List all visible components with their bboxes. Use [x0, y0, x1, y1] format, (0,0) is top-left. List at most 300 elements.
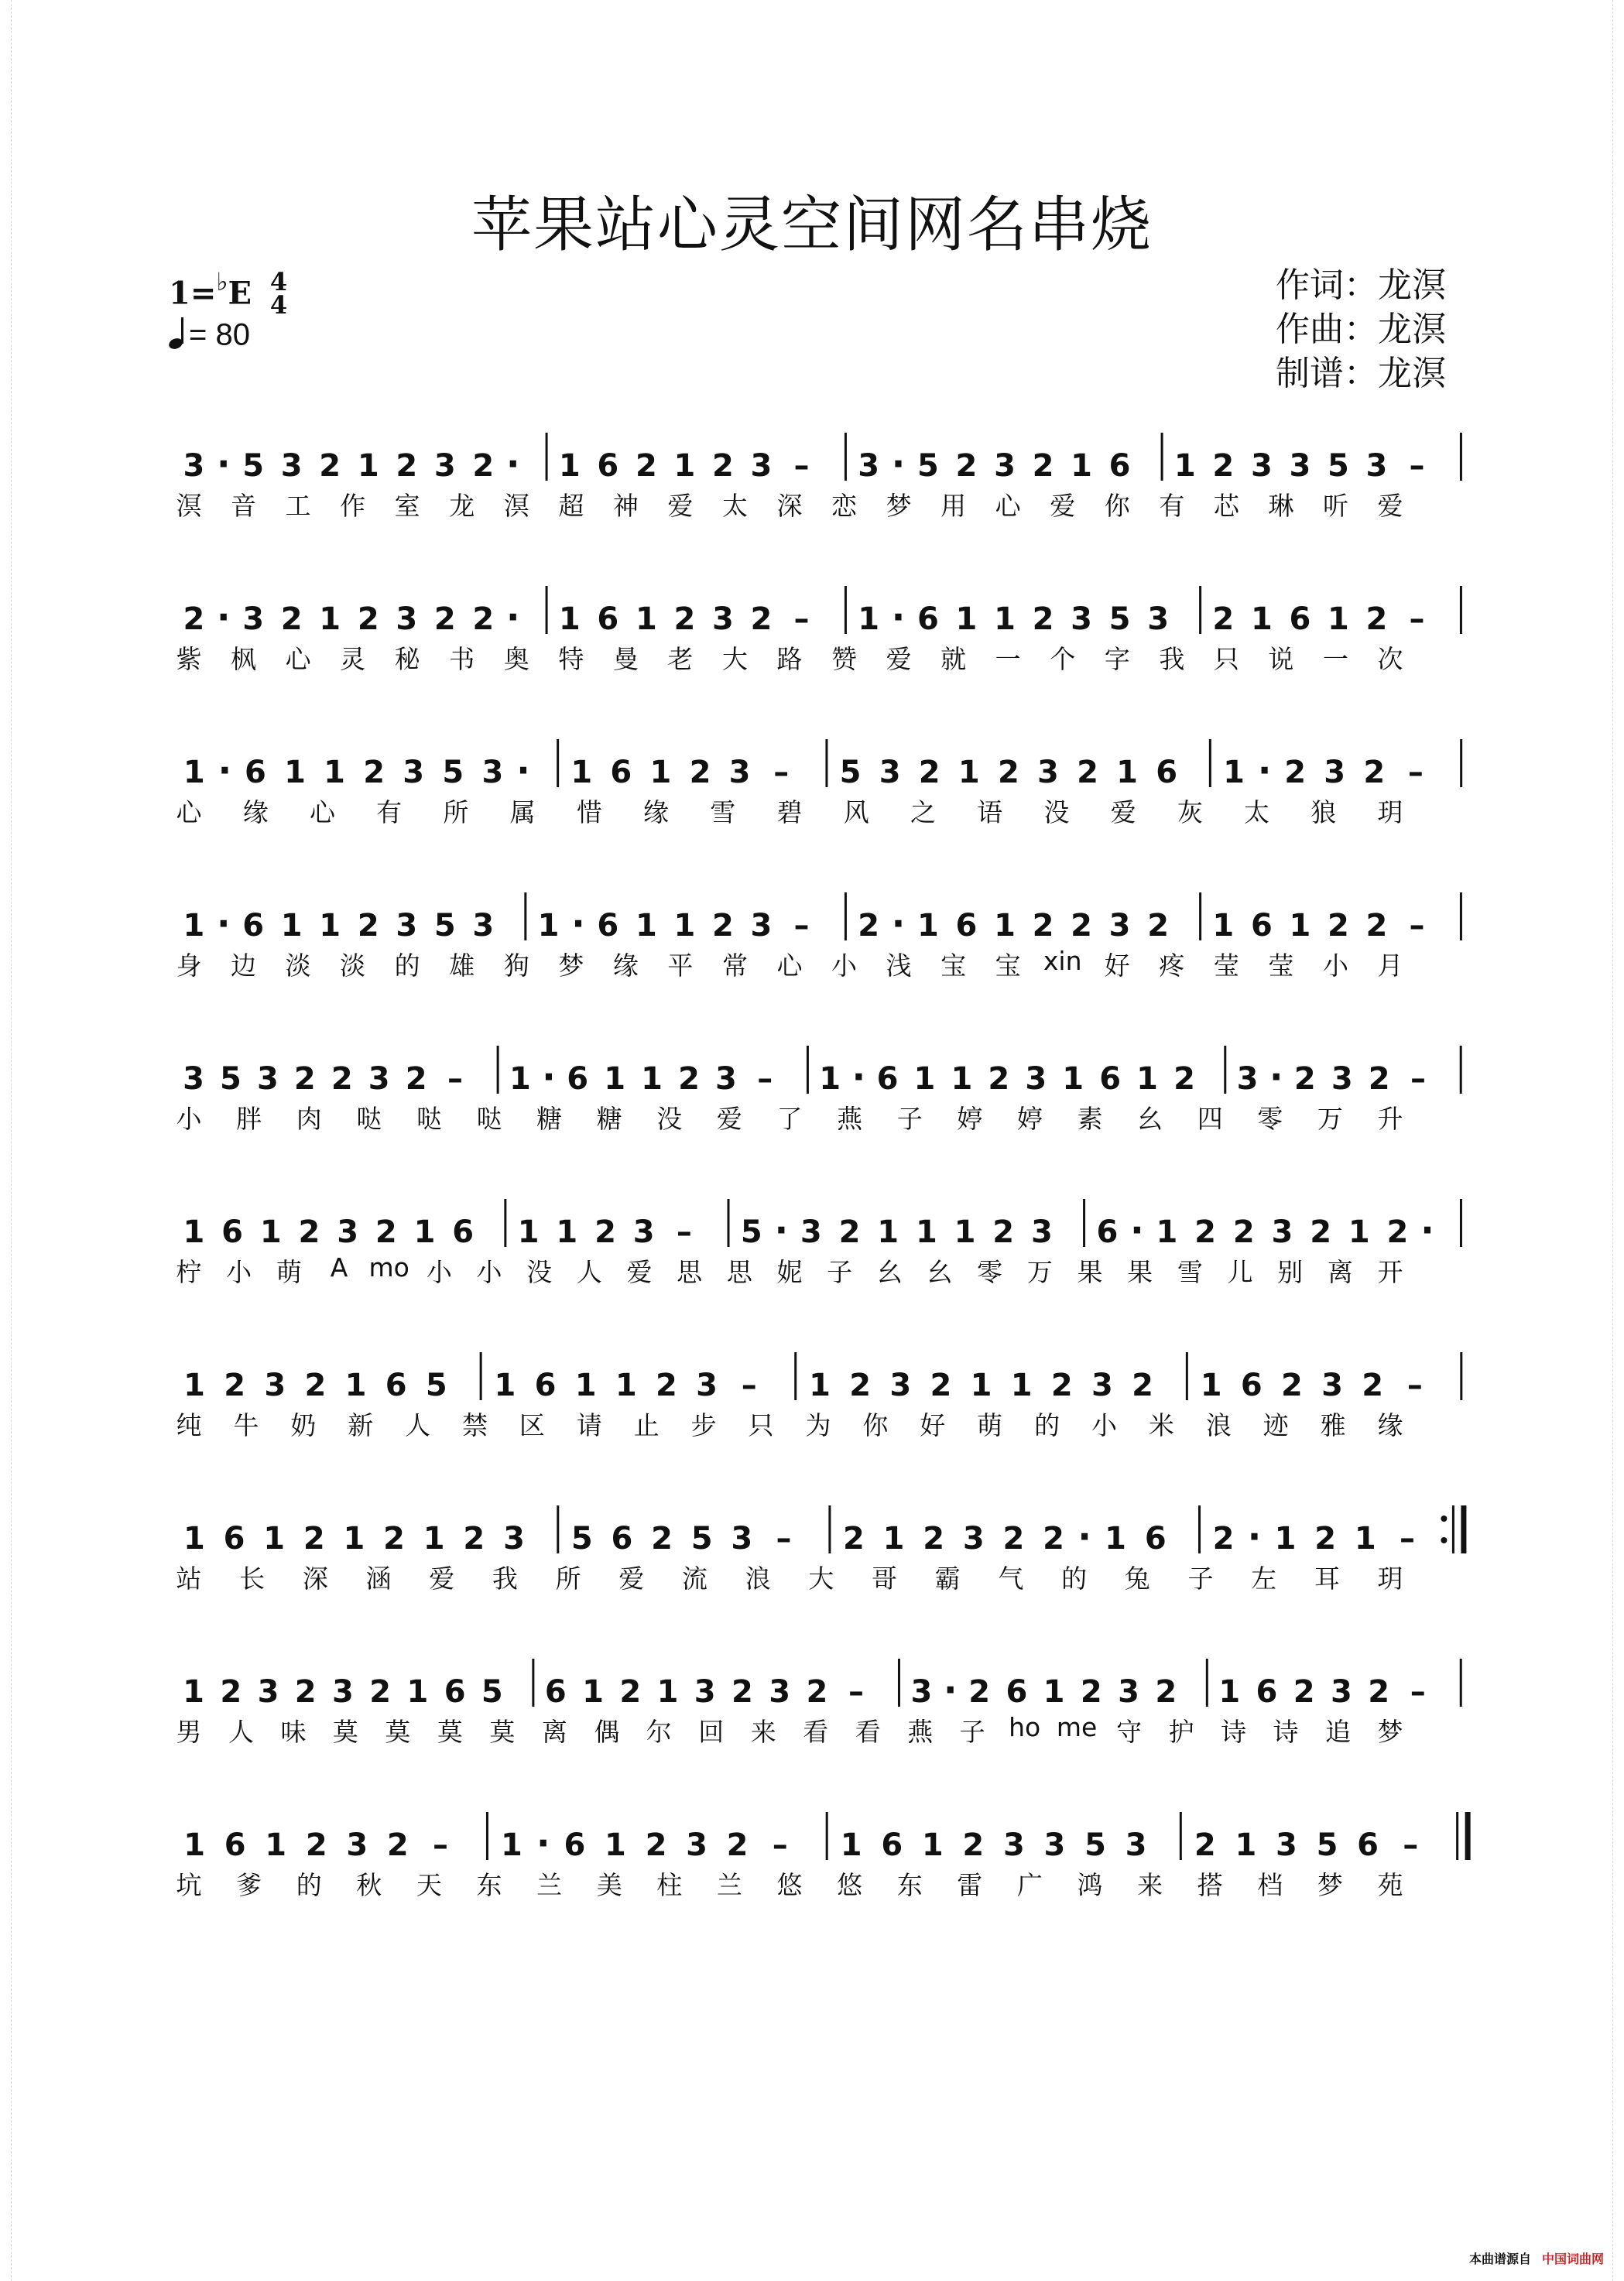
- jianpu-note: 2: [1368, 1061, 1390, 1097]
- jianpu-note: 3: [728, 755, 751, 790]
- time-signature: [269, 267, 288, 320]
- jianpu-note: 2: [472, 448, 495, 484]
- lyric-syllable: 属: [509, 797, 536, 827]
- lyric-line: [0, 1559, 1624, 1605]
- jianpu-note: 3: [889, 1368, 912, 1403]
- jianpu-note: 6: [1144, 1521, 1167, 1557]
- jianpu-note: 1: [882, 1521, 905, 1557]
- lyric-syllable: A: [330, 1252, 348, 1283]
- lyric-syllable: me: [1056, 1712, 1098, 1742]
- jianpu-note: 1: [951, 1061, 973, 1097]
- lyric-syllable: 次: [1377, 644, 1403, 674]
- lyric-syllable: 诗: [1221, 1717, 1247, 1747]
- jianpu-note: 3: [1043, 1827, 1066, 1863]
- lyric-syllable: 太: [1244, 797, 1270, 827]
- lyric-syllable: 龙: [449, 491, 475, 521]
- lyric-syllable: 莹: [1268, 950, 1294, 981]
- jianpu-note: 3: [800, 1214, 822, 1250]
- jianpu-note: 2: [280, 601, 303, 637]
- lyric-syllable: 室: [394, 491, 420, 521]
- lyric-syllable: 子: [1187, 1563, 1214, 1594]
- tempo-mark: [169, 316, 250, 358]
- jianpu-note: 2: [1002, 1521, 1025, 1557]
- jianpu-note: 5: [690, 1521, 713, 1557]
- lyric-syllable: 哒: [476, 1104, 502, 1134]
- lyric-line: [0, 1099, 1624, 1146]
- lyric-syllable: 芯: [1213, 491, 1239, 521]
- dash-extension: –: [757, 1061, 773, 1097]
- lyric-syllable: 燕: [907, 1717, 934, 1747]
- jianpu-note: 2: [1071, 908, 1092, 944]
- lyric-syllable: 琳: [1268, 491, 1294, 521]
- lyric-syllable: 零: [1257, 1104, 1283, 1134]
- jianpu-note: 2: [298, 1214, 320, 1250]
- jianpu-note: 2: [955, 448, 978, 484]
- jianpu-note: 1: [877, 1214, 899, 1250]
- jianpu-note: 1: [1218, 1674, 1241, 1710]
- jianpu-note: 3: [632, 1214, 655, 1250]
- jianpu-note: 1: [183, 1521, 205, 1557]
- jianpu-note: 3: [1271, 1214, 1293, 1250]
- jianpu-note: 1: [1156, 1214, 1178, 1250]
- jianpu-note: 3: [731, 1521, 753, 1557]
- lyric-syllable: 离: [1327, 1257, 1353, 1287]
- lyric-syllable: 牛: [233, 1410, 259, 1440]
- jianpu-note: 2: [1147, 908, 1170, 944]
- jianpu-note: 2: [305, 1827, 327, 1863]
- jianpu-note: 6: [876, 1061, 899, 1097]
- lyric-syllable: 四: [1197, 1104, 1223, 1134]
- jianpu-note: 3: [1037, 755, 1059, 790]
- jianpu-note: 2: [1386, 1214, 1409, 1250]
- lyric-syllable: 小: [1322, 950, 1348, 981]
- tempo-value: = 80: [189, 317, 250, 352]
- jianpu-note: 5: [917, 448, 939, 484]
- jianpu-note: 5: [1108, 601, 1131, 637]
- jianpu-note: 5: [1328, 448, 1349, 484]
- augmentation-dot: ·: [891, 596, 906, 638]
- composer-credit: 作曲：龙溟: [1276, 310, 1446, 349]
- jianpu-note: 3: [1321, 1368, 1343, 1403]
- jianpu-note: 1: [656, 1674, 679, 1710]
- jianpu-note: 1: [280, 908, 303, 944]
- jianpu-note: 3: [1091, 1368, 1113, 1403]
- lyric-syllable: 子: [896, 1104, 923, 1134]
- lyric-syllable: 来: [1137, 1870, 1163, 1900]
- lyric-syllable: 雷: [957, 1870, 983, 1900]
- jianpu-note: 3: [256, 1061, 279, 1097]
- jianpu-note: 2: [1280, 1368, 1303, 1403]
- jianpu-note: 1: [1212, 908, 1235, 944]
- lyric-syllable: 特: [558, 644, 584, 674]
- jianpu-note: 3: [1002, 1827, 1025, 1863]
- lyric-syllable: 爱: [429, 1563, 455, 1594]
- jianpu-note: 1: [1116, 755, 1139, 790]
- lyric-syllable: 人: [576, 1257, 602, 1287]
- lyric-syllable: 霸: [934, 1563, 961, 1594]
- lyric-syllable: 用: [940, 491, 967, 521]
- jianpu-note: 3: [1030, 1214, 1053, 1250]
- jianpu-note: 3: [715, 1061, 737, 1097]
- jianpu-note: 3: [1125, 1827, 1147, 1863]
- jianpu-note: 2: [673, 601, 696, 637]
- lyric-syllable: 止: [633, 1410, 660, 1440]
- flat-sign: ♭: [216, 267, 228, 296]
- jianpu-note: 3: [183, 448, 205, 484]
- lyric-syllable: 梦: [1317, 1870, 1343, 1900]
- jianpu-note: 2: [712, 908, 734, 944]
- repeat-dot: [1441, 1516, 1447, 1522]
- jianpu-note: 5: [570, 1521, 593, 1557]
- jianpu-note: 2: [1212, 1521, 1235, 1557]
- jianpu-note: 6: [1256, 1674, 1278, 1710]
- jianpu-note: 3: [1276, 1827, 1297, 1863]
- jianpu-note: 3: [1331, 1061, 1353, 1097]
- jianpu-note: 2: [1080, 1674, 1102, 1710]
- lyric-syllable: 宝: [995, 950, 1021, 981]
- jianpu-note: 2: [988, 1061, 1010, 1097]
- jianpu-note: 2: [1365, 908, 1388, 944]
- jianpu-note: 3: [994, 448, 1016, 484]
- lyric-line: [0, 639, 1624, 686]
- lyric-syllable: 疼: [1159, 950, 1185, 981]
- jianpu-note: 5: [1316, 1827, 1338, 1863]
- page-title: 苹果站心灵空间网名串烧: [471, 190, 1153, 260]
- lyric-syllable: 莫: [332, 1717, 358, 1747]
- jianpu-note: 2: [731, 1674, 753, 1710]
- repeat-dot: [1441, 1537, 1447, 1543]
- jianpu-note: 1: [284, 755, 306, 790]
- lyric-syllable: 枫: [231, 644, 257, 674]
- lyric-syllable: 请: [576, 1410, 602, 1440]
- lyric-syllable: 工: [285, 491, 311, 521]
- lyric-syllable: 婷: [1016, 1104, 1043, 1134]
- jianpu-note: 1: [183, 755, 205, 790]
- jianpu-note: 1: [582, 1674, 604, 1710]
- jianpu-note: 1: [344, 1368, 367, 1403]
- lyric-syllable: 米: [1148, 1410, 1174, 1440]
- augmentation-dot: ·: [218, 749, 232, 791]
- jianpu-note: 1: [556, 1214, 578, 1250]
- jianpu-note: 2: [750, 601, 773, 637]
- jianpu-note: 3: [472, 908, 495, 944]
- lyric-syllable: 梦: [886, 491, 912, 521]
- lyric-syllable: 缘: [1377, 1410, 1403, 1440]
- lyric-syllable: 常: [721, 950, 748, 981]
- jianpu-note: 1: [1348, 1214, 1370, 1250]
- lyric-line: [0, 1712, 1624, 1759]
- lyric-syllable: 宝: [940, 950, 967, 981]
- lyric-syllable: 零: [977, 1257, 1003, 1287]
- lyric-syllable: 就: [940, 644, 967, 674]
- jianpu-note: 3: [1071, 601, 1092, 637]
- lyric-syllable: 身: [176, 950, 202, 981]
- lyric-syllable: 子: [827, 1257, 853, 1287]
- augmentation-dot: ·: [1257, 749, 1272, 791]
- lyric-syllable: 音: [231, 491, 257, 521]
- jianpu-note: 5: [242, 448, 265, 484]
- jianpu-note: 6: [223, 1521, 245, 1557]
- jianpu-note: 1: [1010, 1368, 1033, 1403]
- time-denominator: 4: [269, 290, 288, 320]
- lyric-syllable: 的: [1061, 1563, 1088, 1594]
- lyric-syllable: 风: [843, 797, 869, 827]
- lyric-syllable: 没: [656, 1104, 683, 1134]
- lyric-syllable: 耳: [1314, 1563, 1340, 1594]
- jianpu-note: 6: [955, 908, 978, 944]
- lyric-syllable: 秋: [356, 1870, 382, 1900]
- lyric-syllable: 糖: [536, 1104, 563, 1134]
- lyric-syllable: 悠: [837, 1870, 863, 1900]
- lyric-syllable: 小: [476, 1257, 502, 1287]
- jianpu-note: 1: [570, 755, 593, 790]
- lyric-syllable: 爱: [667, 491, 694, 521]
- augmentation-dot: ·: [1078, 1516, 1091, 1557]
- key-note: E: [228, 275, 252, 312]
- jianpu-note: 1: [1274, 1521, 1297, 1557]
- lyric-syllable: 离: [541, 1717, 567, 1747]
- jianpu-note: 1: [1250, 601, 1273, 637]
- lyric-syllable: 搭: [1197, 1870, 1223, 1900]
- jianpu-note: 6: [544, 1674, 567, 1710]
- jianpu-note: 1: [1200, 1368, 1222, 1403]
- lyric-syllable: 站: [176, 1563, 202, 1594]
- augmentation-dot: ·: [891, 443, 906, 485]
- jianpu-note: 3: [712, 601, 734, 637]
- lyric-syllable: 婷: [957, 1104, 983, 1134]
- jianpu-note: 2: [1194, 1827, 1216, 1863]
- lyric-syllable: 一: [1322, 644, 1348, 674]
- lyric-syllable: 小: [226, 1257, 252, 1287]
- lyric-syllable: 柱: [656, 1870, 683, 1900]
- jianpu-note: 2: [1314, 1521, 1337, 1557]
- jianpu-note: 2: [1132, 1368, 1153, 1403]
- jianpu-note: 1: [921, 1827, 944, 1863]
- lyric-syllable: 路: [776, 644, 803, 674]
- lyric-syllable: 赞: [831, 644, 858, 674]
- lyric-syllable: 雪: [710, 797, 736, 827]
- jianpu-note: 3: [1289, 448, 1311, 484]
- dash-extension: –: [447, 1061, 463, 1097]
- lyric-syllable: 没: [526, 1257, 553, 1287]
- jianpu-note: 6: [1099, 1061, 1122, 1097]
- jianpu-note: 3: [910, 1674, 933, 1710]
- jianpu-note: 2: [1363, 755, 1386, 790]
- lyric-syllable: 子: [959, 1717, 985, 1747]
- lyric-syllable: 莫: [437, 1717, 463, 1747]
- jianpu-note: 2: [1293, 1061, 1316, 1097]
- jianpu-note: 1: [183, 1214, 205, 1250]
- lyric-syllable: 书: [449, 644, 475, 674]
- jianpu-note: 3: [1108, 908, 1131, 944]
- jianpu-note: 2: [472, 601, 495, 637]
- jianpu-note: 2: [1173, 1061, 1195, 1097]
- jianpu-note: 1: [604, 1061, 626, 1097]
- lyric-syllable: 溟: [176, 491, 202, 521]
- jianpu-note: 3: [264, 1368, 286, 1403]
- lyric-syllable: 新: [348, 1410, 374, 1440]
- jianpu-note: 2: [1310, 1214, 1332, 1250]
- dash-extension: –: [1409, 448, 1425, 484]
- jianpu-note: 6: [534, 1368, 557, 1403]
- footer-site-text: 中国词曲网: [1541, 2252, 1604, 2266]
- augmentation-dot: ·: [516, 749, 530, 791]
- lyric-syllable: 广: [1016, 1870, 1043, 1900]
- augmentation-dot: ·: [1269, 1056, 1283, 1098]
- lyric-syllable: 心: [285, 644, 311, 674]
- jianpu-note: 6: [1240, 1368, 1263, 1403]
- jianpu-note: 2: [383, 1521, 406, 1557]
- jianpu-note: 3: [1330, 1674, 1352, 1710]
- jianpu-note: 2: [1368, 1674, 1390, 1710]
- jianpu-note: 6: [567, 1061, 589, 1097]
- jianpu-note: 6: [611, 1521, 633, 1557]
- jianpu-note: 2: [363, 755, 385, 790]
- arranger-credit: 制谱：龙溟: [1276, 354, 1446, 393]
- lyric-syllable: 禁: [462, 1410, 488, 1440]
- jianpu-note: 1: [1136, 1061, 1159, 1097]
- lyric-syllable: 哥: [872, 1563, 898, 1594]
- jianpu-note: 1: [501, 1827, 522, 1863]
- jianpu-note: 2: [923, 1521, 945, 1557]
- jianpu-note: 1: [494, 1368, 516, 1403]
- lyric-syllable: 诗: [1273, 1717, 1299, 1747]
- lyric-syllable: 果: [1127, 1257, 1153, 1287]
- lyric-syllable: 秘: [394, 644, 420, 674]
- lyric-syllable: 幺: [1137, 1104, 1163, 1134]
- lyric-syllable: 苑: [1377, 1870, 1403, 1900]
- lyric-syllable: 偶: [594, 1717, 620, 1747]
- lyric-syllable: 平: [667, 950, 694, 981]
- jianpu-note: 3: [1236, 1061, 1259, 1097]
- jianpu-note: 6: [452, 1214, 475, 1250]
- jianpu-note: 3: [750, 448, 773, 484]
- jianpu-note: 6: [597, 448, 619, 484]
- jianpu-note: 5: [442, 755, 464, 790]
- lyric-syllable: 思: [677, 1257, 703, 1287]
- jianpu-note: 2: [433, 601, 456, 637]
- lyric-syllable: 狗: [503, 950, 529, 981]
- lyric-syllable: 超: [558, 491, 584, 521]
- jianpu-note: 1: [635, 601, 657, 637]
- jianpu-note: 2: [1043, 1521, 1064, 1557]
- dash-extension: –: [1406, 1368, 1423, 1403]
- lyric-syllable: 淡: [340, 950, 366, 981]
- jianpu-note: 1: [183, 1674, 204, 1710]
- lyric-syllable: 儿: [1227, 1257, 1253, 1287]
- lyric-syllable: 所: [443, 797, 469, 827]
- lyric-syllable: 梦: [558, 950, 584, 981]
- lyric-line: [0, 946, 1624, 992]
- jianpu-note: 3: [242, 601, 265, 637]
- lyric-syllable: 奶: [290, 1410, 317, 1440]
- lyric-syllable: 万: [1317, 1104, 1343, 1134]
- lyric-syllable: 溟: [503, 491, 529, 521]
- augmentation-dot: ·: [571, 902, 585, 944]
- jianpu-note: 3: [858, 448, 880, 484]
- augmentation-dot: ·: [217, 902, 231, 944]
- lyric-syllable: 莹: [1213, 950, 1239, 981]
- lyric-syllable: 糖: [596, 1104, 622, 1134]
- jianpu-note: 2: [220, 1674, 242, 1710]
- jianpu-note: 6: [597, 601, 619, 637]
- lyricist-credit: 作词：龙溟: [1276, 265, 1446, 305]
- jianpu-note: 6: [597, 908, 619, 944]
- lyric-syllable: mo: [368, 1252, 409, 1283]
- jianpu-note: 2: [319, 448, 341, 484]
- lyric-syllable: 萌: [276, 1257, 302, 1287]
- jianpu-note: 2: [806, 1674, 828, 1710]
- jianpu-note: 3: [686, 1827, 708, 1863]
- dash-extension: –: [1409, 601, 1425, 637]
- lyric-syllable: 幺: [927, 1257, 953, 1287]
- credits: [1276, 263, 1446, 396]
- jianpu-note: 6: [1156, 755, 1178, 790]
- lyric-syllable: 迹: [1263, 1410, 1289, 1440]
- jianpu-note: 2: [651, 1521, 673, 1557]
- lyric-syllable: 大: [808, 1563, 834, 1594]
- lyric-syllable: 爱: [1377, 491, 1403, 521]
- lyric-syllable: 有: [1159, 491, 1185, 521]
- jianpu-note: 2: [678, 1061, 700, 1097]
- jianpu-note: 2: [1032, 448, 1054, 484]
- jianpu-note: 2: [635, 448, 657, 484]
- jianpu-note: 6: [1006, 1674, 1028, 1710]
- lyric-syllable: 心: [309, 797, 335, 827]
- lyric-syllable: 说: [1268, 644, 1294, 674]
- lyric-syllable: 东: [476, 1870, 502, 1900]
- lyric-syllable: 果: [1077, 1257, 1103, 1287]
- lyric-syllable: 只: [1213, 644, 1239, 674]
- jianpu-note: 2: [369, 1674, 392, 1710]
- lyric-syllable: 月: [1377, 950, 1403, 981]
- jianpu-note: 1: [673, 908, 696, 944]
- jianpu-note: 3: [403, 755, 425, 790]
- dash-extension: –: [676, 1214, 692, 1250]
- jianpu-note: 2: [304, 1368, 327, 1403]
- lyric-syllable: 柠: [176, 1257, 202, 1287]
- jianpu-note: 1: [259, 1214, 282, 1250]
- jianpu-note: 2: [396, 448, 418, 484]
- lyric-syllable: 爱: [886, 644, 912, 674]
- jianpu-note: 3: [332, 1674, 354, 1710]
- lyric-syllable: 爱: [626, 1257, 653, 1287]
- jianpu-note: 1: [917, 908, 939, 944]
- jianpu-note: 2: [726, 1827, 749, 1863]
- lyric-syllable: 幺: [876, 1257, 903, 1287]
- jianpu-note: 3: [503, 1521, 525, 1557]
- jianpu-note: 6: [917, 601, 939, 637]
- dash-extension: –: [741, 1368, 757, 1403]
- jianpu-note: 5: [740, 1214, 762, 1250]
- jianpu-note: 1: [1235, 1827, 1257, 1863]
- lyric-syllable: 小: [831, 950, 858, 981]
- jianpu-note: 1: [970, 1368, 992, 1403]
- lyric-syllable: 神: [612, 491, 639, 521]
- lyric-syllable: 缘: [242, 797, 269, 827]
- lyric-syllable: 好: [1104, 950, 1130, 981]
- lyric-syllable: 没: [1043, 797, 1070, 827]
- jianpu-note: 3: [481, 755, 504, 790]
- jianpu-note: 3: [183, 1061, 204, 1097]
- lyric-syllable: 小: [176, 1104, 202, 1134]
- dash-extension: –: [1410, 1674, 1426, 1710]
- jianpu-note: 3: [1324, 755, 1346, 790]
- jianpu-note: 3: [1250, 448, 1273, 484]
- jianpu-note: 3: [396, 908, 418, 944]
- lyric-syllable: 我: [492, 1563, 518, 1594]
- dash-extension: –: [1400, 1521, 1416, 1557]
